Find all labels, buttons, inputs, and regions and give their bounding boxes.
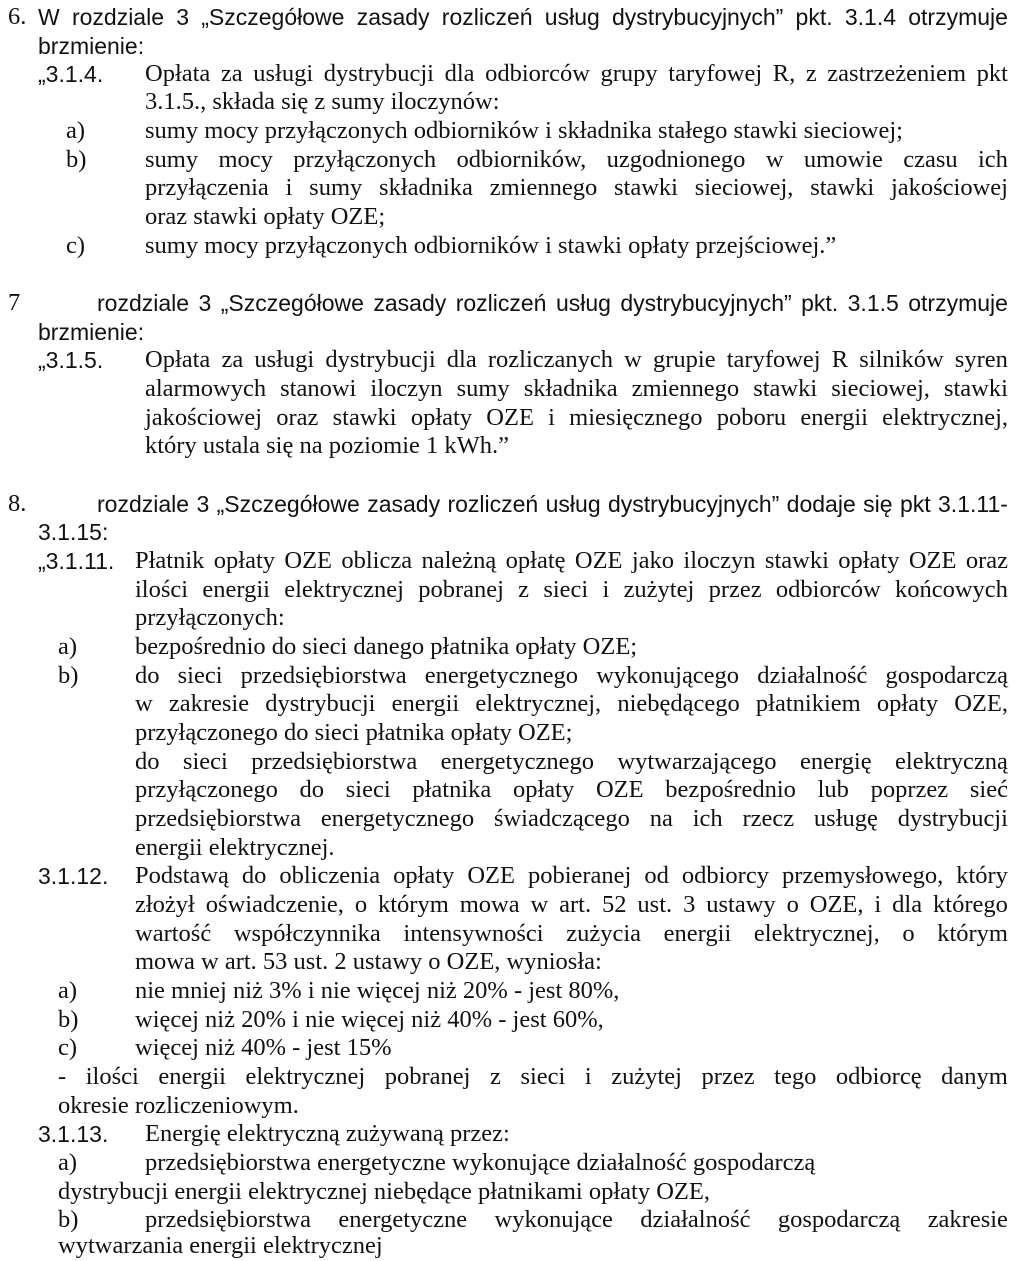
list-item: więcej niż 20% i nie więcej niż 40% - jest 60%, <box>135 1006 604 1033</box>
text-line: złożył oświadczenie, o którym mowa w art. 52 ust. 3 ustawy o OZE, i dla którego <box>135 891 1008 918</box>
text-line: Płatnik opłaty OZE oblicza należną opłatę OZE jako iloczyn stawki opłaty OZE oraz <box>135 547 1008 574</box>
text-line: przyłączonych: <box>135 604 285 631</box>
list-item: przyłączenia i sumy składnika zmiennego stawki sieciowej, stawki jakościowej <box>145 174 1008 201</box>
item-marker: a) <box>58 1149 78 1176</box>
text-line: - ilości energii elektrycznej pobranej z sieci i zużytej przez tego odbiorcę danym <box>58 1063 1008 1090</box>
text-line: ilości energii elektrycznej pobranej z sieci i zużytej przez odbiorców końcowych <box>135 576 1008 603</box>
list-item: nie mniej niż 3% i nie więcej niż 20% - jest 80%, <box>135 977 620 1004</box>
item-marker: c) <box>66 232 86 259</box>
section-number: 7 <box>8 289 21 316</box>
clause-label: „3.1.11. <box>38 548 115 574</box>
item-marker: b) <box>66 146 87 173</box>
list-item: sumy mocy przyłączonych odbiorników i stawki opłaty przejściowej.” <box>145 232 837 259</box>
list-item: przedsiębiorstwa energetyczne wykonujące działalność gospodarczą <box>145 1149 816 1176</box>
text-line: alarmowych stanowi iloczyn sumy składnika zmiennego stawki sieciowej, stawki <box>145 375 1008 402</box>
text-line: jakościowej oraz stawki opłaty OZE i miesięcznego poboru energii elektrycznej, <box>145 404 1008 431</box>
list-item: energii elektrycznej. <box>135 834 335 861</box>
item-marker: b) <box>58 1206 79 1233</box>
text-line: Opłata za usługi dystrybucji dla rozliczanych w grupie taryfowej R silników syren <box>145 346 1008 373</box>
list-item: bezpośrednio do sieci danego płatnika opłaty OZE; <box>135 633 638 660</box>
text-line: W rozdziale 3 „Szczegółowe zasady rozliczeń usług dystrybucyjnych” pkt. 3.1.4 otrzymuje <box>38 4 1008 30</box>
text-line: wartość współczynnika intensywności zużycia energii elektrycznej, o którym <box>135 920 1008 947</box>
list-item: wytwarzania energii elektrycznej <box>58 1232 383 1259</box>
list-item: więcej niż 40% - jest 15% <box>135 1034 392 1061</box>
item-marker: b) <box>58 1006 79 1033</box>
item-marker: a) <box>58 633 78 660</box>
list-item: przyłączonego do sieci płatnika opłaty OZE bezpośrednio lub poprzez sieć <box>135 776 1008 803</box>
list-item: sumy mocy przyłączonych odbiorników, uzgodnionego w umowie czasu ich <box>145 146 1008 173</box>
list-item: sumy mocy przyłączonych odbiorników i składnika stałego stawki sieciowej; <box>145 117 903 144</box>
list-item: przedsiębiorstwa energetycznego świadczącego na ich rzecz usługę dystrybucji <box>135 805 1008 832</box>
list-item: do sieci przedsiębiorstwa energetycznego wykonującego działalność gospodarczą <box>135 662 1008 689</box>
text-line: brzmienie: <box>38 319 145 345</box>
text-line: 3.1.5., składa się z sumy iloczynów: <box>145 88 500 115</box>
item-marker: c) <box>58 1034 78 1061</box>
section-number: 8. <box>8 490 27 517</box>
text-line: Podstawą do obliczenia opłaty OZE pobieranej od odbiorcy przemysłowego, który <box>135 862 1008 889</box>
clause-label: 3.1.13. <box>38 1121 109 1147</box>
list-item: przedsiębiorstwa energetyczne wykonujące działalność gospodarczą zakresie <box>145 1206 1008 1233</box>
section-number: 6. <box>8 3 27 30</box>
text-line: rozdziale 3 „Szczegółowe zasady rozliczeń usług dystrybucyjnych” pkt. 3.1.5 otrzymuje <box>97 290 1008 316</box>
list-item: dystrybucji energii elektrycznej niebędące płatnikami opłaty OZE, <box>58 1178 710 1205</box>
clause-label: „3.1.5. <box>38 347 104 373</box>
text-line: rozdziale 3 „Szczegółowe zasady rozliczeń usług dystrybucyjnych” dodaje się pkt 3.1.11- <box>97 491 1008 517</box>
clause-label: „3.1.4. <box>38 61 104 87</box>
item-marker: a) <box>66 117 86 144</box>
item-marker: b) <box>58 662 79 689</box>
clause-label: 3.1.12. <box>38 863 109 889</box>
list-item: do sieci przedsiębiorstwa energetycznego wytwarzającego energię elektryczną <box>135 748 1008 775</box>
text-line: który ustala się na poziomie 1 kWh.” <box>145 432 509 459</box>
text-line: Opłata za usługi dystrybucji dla odbiorców grupy taryfowej R, z zastrzeżeniem pkt <box>145 60 1008 87</box>
list-item: w zakresie dystrybucji energii elektrycznej, niebędącego płatnikiem opłaty OZE, <box>135 690 1008 717</box>
text-line: mowa w art. 53 ust. 2 ustawy o OZE, wyniosła: <box>135 948 602 975</box>
list-item: przyłączonego do sieci płatnika opłaty OZE; <box>135 719 573 746</box>
text-line: okresie rozliczeniowym. <box>58 1092 299 1119</box>
item-marker: a) <box>58 977 78 1004</box>
text-line: Energię elektryczną zużywaną przez: <box>145 1120 510 1147</box>
list-item: oraz stawki opłaty OZE; <box>145 203 386 230</box>
text-line: 3.1.15: <box>38 519 109 545</box>
text-line: brzmienie: <box>38 33 145 59</box>
